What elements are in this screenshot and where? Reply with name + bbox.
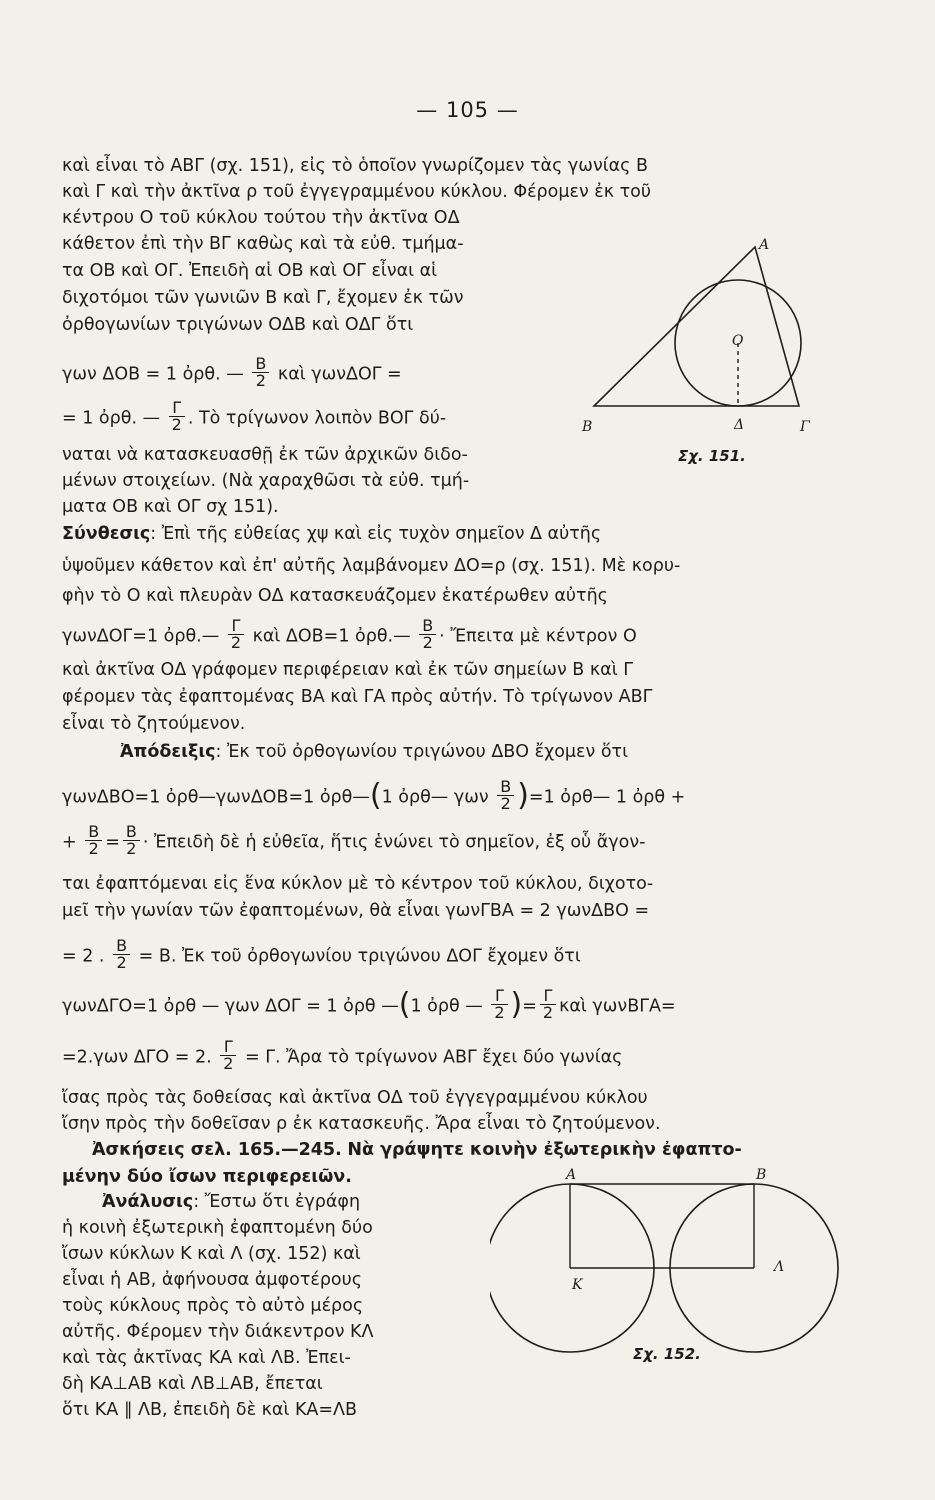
text-line: ὀρθογωνίων τριγώνων ΟΔΒ καὶ ΟΔΓ ὅτι — [62, 315, 414, 335]
label-k: Κ — [572, 1277, 583, 1293]
fraction-denominator: 2 — [171, 415, 182, 434]
formula-line: γωνΔΓΟ=1 ὀρθ — γων ΔΟΓ = 1 ὀρθ —(1 ὀρθ — $\frac{\Gamma}{2}$ )= $\frac{\Gamma}{2}$ καὶ γωνΒΓΑ= — [62, 986, 676, 1022]
label-b: Β — [756, 1167, 767, 1183]
fraction-numerator: Β — [252, 356, 269, 373]
text-segment: Ἔπειτα μὲ κέντρον Ο — [450, 626, 637, 647]
fraction-numerator: Β — [123, 824, 140, 841]
text-line: δὴ ΚΑ⊥ΑΒ καὶ ΛΒ⊥ΑΒ, ἔπεται — [62, 1374, 323, 1394]
text-line: ναται νὰ κατασκευασθῇ ἐκ τῶν ἀρχικῶν διδο- — [62, 445, 468, 465]
fraction-numerator: Γ — [228, 618, 244, 635]
fraction-g-over-2 — [540, 988, 556, 1021]
text-segment: = Γ. Ἄρα τὸ τρίγωνον ΑΒΓ ἔχει δύο γωνίας — [245, 1047, 623, 1068]
fraction-numerator: Γ — [220, 1039, 236, 1056]
text-segment: Ἐπειδὴ δὲ ἡ εὐθεῖα, ἥτις ἑνώνει τὸ σημεῖον, ἐξ οὗ ἄγον- — [154, 832, 646, 853]
text-segment: γωνΔΓΟ=1 ὀρθ — γων ΔΟΓ = 1 ὀρθ — — [62, 996, 399, 1017]
label-a: Α — [759, 237, 770, 253]
label-a: Α — [566, 1167, 577, 1183]
text-line: ὅτι ΚΑ ∥ ΛΒ, ἐπειδὴ δὲ καὶ ΚΑ=ΛΒ — [62, 1400, 358, 1420]
text-line — [62, 1166, 352, 1188]
text-segment: καὶ γωνΒΓΑ= — [559, 996, 676, 1017]
text-segment: . Τὸ τρίγωνον λοιπὸν ΒΟΓ δύ- — [187, 408, 447, 429]
text-segment: γωνΔΟΓ=1 ὀρθ.— — [62, 626, 220, 647]
text-line: ἴσην πρὸς τὴν δοθεῖσαν ρ ἐκ κατασκευῆς. Ἄρα εἶναι τὸ ζητούμενον. — [62, 1114, 661, 1134]
fraction-b-over-2 — [419, 618, 436, 651]
text-line: εἶναι τὸ ζητούμενον. — [62, 714, 246, 734]
fraction-denominator: 2 — [230, 633, 241, 652]
label-o: Ο — [732, 333, 744, 349]
text-segment: καὶ ΔΟΒ=1 ὀρθ.— — [252, 626, 411, 647]
fraction-denominator: 2 — [126, 839, 137, 858]
text-line: φέρομεν τὰς ἐφαπτομένας ΒΑ καὶ ΓΑ πρὸς αὐτήν. Τὸ τρίγωνον ΑΒΓ — [62, 687, 653, 707]
fraction-denominator: 2 — [542, 1003, 554, 1022]
formula-line — [62, 354, 402, 391]
fraction-denominator: 2 — [494, 1003, 505, 1022]
text-segment: =1 ὀρθ— 1 ὀρθ + — [528, 787, 686, 808]
fraction-b-over-2 — [113, 938, 130, 971]
heading-analysis: Ἀνάλυσις — [102, 1192, 194, 1212]
formula-line: γωνΔΟΓ=1 ὀρθ.— $\frac{\Gamma}{2}$ καὶ ΔΟΒ=1 ὀρθ.— $\frac{B}{2}$ · Ἔπειτα μὲ κέντρον Ο — [62, 616, 637, 652]
text-line: καὶ εἶναι τὸ ΑΒΓ (σχ. 151), εἰς τὸ ὁποῖον γνωρίζομεν τὰς γωνίας Β — [62, 156, 649, 176]
formula-line — [62, 398, 447, 435]
text-line — [120, 741, 628, 763]
text-segment: =2.γων ΔΓΟ = 2. — [62, 1047, 212, 1068]
fraction-b-over-2 — [252, 356, 269, 389]
fraction-g-over-2 — [228, 618, 244, 651]
text-segment: 1 ὀρθ — — [410, 996, 483, 1017]
text-segment: = 1 ὀρθ. — — [62, 408, 161, 429]
formula-line — [62, 936, 581, 973]
fraction-denominator: 2 — [223, 1054, 234, 1073]
text-line: καὶ ἀκτῖνα ΟΔ γράφομεν περιφέρειαν καὶ ἐκ τῶν σημείων Β καὶ Γ — [62, 660, 633, 680]
heading-proof: Ἀπόδειξις — [120, 742, 216, 762]
label-b: Β — [582, 419, 593, 435]
exercise-ref: Ἀσκήσεις σελ. 165.—245. — [92, 1140, 342, 1160]
text-line: κέντρου Ο τοῦ κύκλου τούτου τὴν ἀκτῖνα ΟΔ — [62, 208, 460, 228]
text-line: φὴν τὸ Ο καὶ πλευρὰν ΟΔ κατασκευάζομεν ἑκατέρωθεν αὐτῆς — [62, 586, 608, 606]
text-segment: καὶ γωνΔΟΓ = — [277, 364, 402, 385]
text-line: κάθετον ἐπὶ τὴν ΒΓ καθὼς καὶ τὰ εὐθ. τμήμα- — [62, 234, 464, 254]
formula-line: γωνΔΒΟ=1 ὀρθ—γωνΔΟΒ=1 ὀρθ—(1 ὀρθ— γων $\frac{B}{2}$ )=1 ὀρθ— 1 ὀρθ + — [62, 777, 686, 813]
text-line: καὶ Γ καὶ τὴν ἀκτῖνα ρ τοῦ ἐγγεγραμμένου κύκλου. Φέρομεν ἐκ τοῦ — [62, 182, 652, 202]
fraction-denominator: 2 — [255, 371, 266, 390]
label-l: Λ — [774, 1259, 785, 1275]
text-line: ται ἐφαπτόμεναι εἰς ἕνα κύκλον μὲ τὸ κέντρον τοῦ κύκλου, διχοτο- — [62, 874, 654, 894]
text-segment: = Β. Ἐκ τοῦ ὀρθογωνίου τριγώνου ΔΟΓ ἔχομεν ὅτι — [138, 946, 581, 967]
page-number: — 105 — — [416, 98, 519, 122]
fraction-numerator: Β — [85, 824, 102, 841]
fraction-denominator: 2 — [88, 839, 99, 858]
text-line: τοὺς κύκλους πρὸς τὸ αὐτὸ μέρος — [62, 1296, 364, 1316]
fraction-numerator: Γ — [540, 988, 556, 1005]
text-segment: + — [62, 832, 77, 853]
fraction-numerator: Β — [497, 779, 514, 796]
fraction-denominator: 2 — [116, 953, 127, 972]
fraction-g-over-2 — [169, 400, 185, 433]
heading-synthesis: Σύνθεσις — [62, 524, 151, 544]
fraction-b-over-2 — [85, 824, 102, 857]
text-line: ἡ κοινὴ ἐξωτερικὴ ἐφαπτομένη δύο — [62, 1218, 373, 1238]
text-line: ματα ΟΒ καὶ ΟΓ σχ 151). — [62, 497, 279, 517]
text-line: ὑψοῦμεν κάθετον καὶ ἐπ' αὐτῆς λαμβάνομεν ΔΟ=ρ (σχ. 151). Μὲ κορυ- — [62, 556, 681, 576]
text-segment: γωνΔΒΟ=1 ὀρθ—γωνΔΟΒ=1 ὀρθ— — [62, 787, 370, 808]
fraction-g-over-2 — [491, 988, 507, 1021]
text-line: καὶ τὰς ἀκτῖνας ΚΑ καὶ ΛΒ. Ἐπει- — [62, 1348, 351, 1368]
text-line: μένων στοιχείων. (Νὰ χαραχθῶσι τὰ εὐθ. τμή- — [62, 471, 470, 491]
text-segment: γων ΔΟΒ = 1 ὀρθ. — — [62, 364, 244, 385]
label-g: Γ — [800, 419, 810, 435]
fraction-numerator: Γ — [169, 400, 185, 417]
exercise-title-cont: μένην δύο ἴσων περιφερειῶν. — [62, 1167, 352, 1187]
text-segment: : Ἔστω ὅτι ἐγράφη — [193, 1192, 361, 1212]
exercise-title: Νὰ γράψητε κοινὴν ἐξωτερικὴν ἐφαπτο- — [347, 1140, 742, 1160]
fraction-numerator: Β — [113, 938, 130, 955]
fraction-g-over-2 — [220, 1039, 236, 1072]
text-segment: = — [522, 996, 537, 1017]
text-segment: = 2 . — [62, 946, 105, 967]
fraction-b-over-2 — [497, 779, 514, 812]
label-d: Δ — [734, 417, 745, 433]
fraction-numerator: Γ — [491, 988, 507, 1005]
text-line: μεῖ τὴν γωνίαν τῶν ἐφαπτομένων, θὰ εἶναι γωνΓΒΑ = 2 γωνΔΒΟ = — [62, 901, 650, 921]
fraction-denominator: 2 — [422, 633, 433, 652]
text-line: ἴσας πρὸς τὰς δοθείσας καὶ ἀκτῖνα ΟΔ τοῦ ἐγγεγραμμένου κύκλου — [62, 1088, 648, 1108]
text-segment: : Ἐκ τοῦ ὀρθογωνίου τριγώνου ΔΒΟ ἔχομεν ὅτι — [215, 742, 629, 762]
text-segment: 1 ὀρθ— γων — [381, 787, 489, 808]
caption-figure-151: Σχ. 151. — [678, 447, 746, 465]
caption-figure-152: Σχ. 152. — [633, 1345, 701, 1363]
text-segment: : Ἐπὶ τῆς εὐθείας χψ καὶ εἰς τυχὸν σημεῖον Δ αὐτῆς — [150, 524, 602, 544]
figure-152 — [490, 1165, 870, 1355]
text-line — [62, 523, 601, 545]
fraction-b-over-2 — [123, 824, 140, 857]
text-line: ἴσων κύκλων Κ καὶ Λ (σχ. 152) καὶ — [62, 1244, 361, 1264]
text-line: εἶναι ἡ ΑΒ, ἀφήνουσα ἀμφοτέρους — [62, 1270, 363, 1290]
formula-line — [62, 1037, 623, 1074]
text-segment: = — [105, 832, 120, 853]
text-line: τα ΟΒ καὶ ΟΓ. Ἐπειδὴ αἱ ΟΒ καὶ ΟΓ εἶναι αἱ — [62, 261, 438, 281]
fraction-numerator: Β — [419, 618, 436, 635]
formula-line: + $\frac{B}{2}$ = $\frac{B}{2}$ · Ἐπειδὴ δὲ ἡ εὐθεῖα, ἥτις ἑνώνει τὸ σημεῖον, ἐξ οὗ ἄγον- — [62, 822, 646, 858]
figure-151 — [574, 235, 834, 475]
text-line — [92, 1139, 742, 1161]
text-line: διχοτόμοι τῶν γωνιῶν Β καὶ Γ, ἔχομεν ἐκ τῶν — [62, 288, 464, 308]
fraction-denominator: 2 — [500, 794, 511, 813]
triangle-abg — [594, 247, 799, 406]
text-line — [102, 1191, 360, 1213]
text-line: αὐτῆς. Φέρομεν τὴν διάκεντρον ΚΛ — [62, 1322, 374, 1342]
